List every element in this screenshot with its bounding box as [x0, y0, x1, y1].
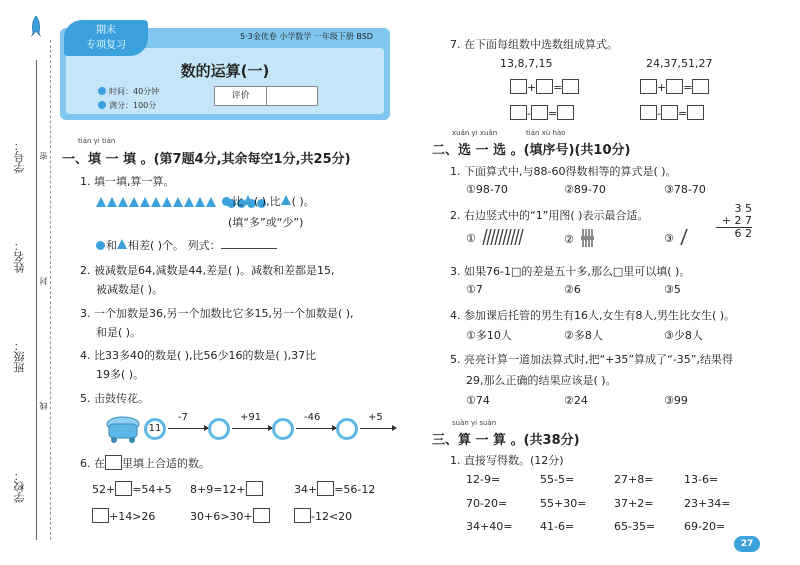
s2q2-opt2[interactable]: ② — [564, 227, 599, 249]
q5-text: 5. 击鼓传花。 — [80, 392, 149, 405]
clock-icon — [98, 87, 106, 95]
chain-op-1: -7 — [178, 412, 188, 423]
q3-line1: 3. 一个加数是36,另一个加数比它多15,另一个加数是( ), — [80, 307, 354, 320]
answer-box[interactable] — [666, 79, 683, 94]
full-score-text: 满分：100分 — [109, 101, 157, 110]
s2q5-line2: 29,那么正确的结果应该是( )。 — [466, 374, 617, 387]
page-title: 数的运算(一) — [180, 62, 270, 80]
seal-feng: 封 — [39, 277, 48, 285]
s2q5-line1: 5. 亮亮计算一道加法算式时,把“+35”算成了“-35”,结果得 — [450, 353, 733, 366]
arrow-icon — [360, 428, 396, 429]
s2q1-opt2[interactable]: ②89-70 — [564, 183, 606, 196]
chain-op-4: +5 — [368, 412, 383, 423]
calc-item[interactable]: 41-6= — [540, 520, 575, 533]
s2q5-opt2[interactable]: ②24 — [564, 394, 588, 407]
q7-set2: 24,37,51,27 — [646, 57, 713, 70]
answer-box[interactable] — [557, 105, 574, 120]
answer-box[interactable] — [317, 481, 334, 496]
student-number-label: 学号： — [13, 140, 26, 173]
q1-answer-2[interactable]: ( ) — [291, 195, 304, 208]
triangle-icon — [243, 195, 253, 205]
triangle-icon — [140, 197, 150, 207]
s2q1-text: 1. 下面算式中,与88-60得数相等的算式是( )。 — [450, 165, 677, 178]
answer-box[interactable] — [294, 508, 311, 523]
s2q3-opt2[interactable]: ②6 — [564, 283, 581, 296]
s2q3-opt1[interactable]: ①7 — [466, 283, 483, 296]
s2q1-opt1[interactable]: ①98-70 — [466, 183, 508, 196]
review-badge — [64, 20, 148, 56]
seal-xian: 线 — [39, 402, 48, 410]
q6-r1c3: 34+ =56-12 — [294, 483, 376, 496]
section3-pinyin: suàn yi suàn — [452, 419, 497, 427]
section1-pinyin: tián yi tián — [78, 137, 116, 145]
circle-icon — [96, 241, 105, 250]
q6-r1c1: 52+ =54+5 — [92, 483, 172, 496]
answer-box[interactable] — [562, 79, 579, 94]
answer-box[interactable] — [687, 105, 704, 120]
q4-line2: 19多( )。 — [96, 368, 145, 381]
answer-box[interactable] — [253, 508, 270, 523]
badge-line2: 专项复习 — [86, 40, 126, 51]
evaluation-box[interactable] — [214, 86, 318, 106]
single-stick-icon — [677, 227, 691, 247]
chain-op-3: -46 — [304, 412, 321, 423]
answer-box[interactable] — [692, 79, 709, 94]
drum-chain — [104, 414, 394, 444]
answer-box[interactable] — [510, 79, 527, 94]
s2q2-opt1[interactable]: ① — [466, 227, 527, 247]
chain-op-2: +91 — [240, 412, 262, 423]
q7-text: 7. 在下面每组数中选数组成算式。 — [450, 38, 618, 51]
cut-line — [50, 40, 51, 540]
calc-item[interactable]: 65-35= — [614, 520, 656, 533]
score-icon — [98, 101, 106, 109]
answer-box[interactable] — [246, 481, 263, 496]
q4-line1: 4. 比33多40的数是( ),比56少16的数是( ),37比 — [80, 349, 317, 362]
chain-start: 11 — [144, 418, 166, 440]
section1-title: 一、填 一 填 。(第7题4分,其余每空1分,共25分) — [62, 152, 351, 167]
calc-item[interactable]: 23+34= — [684, 497, 731, 510]
q1-difference: 和 相差( )个。 列式： — [96, 237, 277, 253]
s2q2-text: 2. 右边竖式中的“1”用图( )表示最合适。 — [450, 209, 649, 222]
q7-row1-left: + = — [510, 79, 579, 94]
chain-blank-1[interactable] — [208, 418, 230, 440]
q6-text: 6. 在 里填上合适的数。 — [80, 457, 210, 470]
s2q4-text: 4. 参加课后托管的男生有16人,女生有8人,男生比女生( )。 — [450, 309, 736, 322]
q7-row2-right: - = — [640, 105, 704, 120]
q1-hint: (填“多”或“少”) — [228, 216, 304, 229]
seal-mi: 密 — [39, 152, 48, 160]
triangle-icon — [195, 197, 205, 207]
triangle-icon — [118, 197, 128, 207]
q7-row2-left: - = — [510, 105, 574, 120]
calc-item[interactable]: 70-20= — [466, 497, 508, 510]
q6-r2c3: -12<20 — [294, 508, 352, 523]
s2q5-opt3[interactable]: ③99 — [664, 394, 688, 407]
arrow-icon — [296, 428, 336, 429]
binding-line — [36, 60, 37, 540]
section3-title: 三、算 一 算 。(共38分) — [432, 433, 580, 448]
section2-pinyin-1: xuǎn yi xuǎn — [452, 129, 498, 137]
calc-item[interactable]: 55+30= — [540, 497, 587, 510]
badge-line1: 期末 — [96, 25, 116, 36]
q6-r2c1: +14>26 — [92, 508, 155, 523]
q2-line2: 被减数是( )。 — [96, 283, 164, 296]
chain-blank-3[interactable] — [336, 418, 358, 440]
ten-sticks-icon — [479, 227, 527, 247]
score-info — [98, 100, 156, 111]
answer-box[interactable] — [640, 79, 657, 94]
triangle-icon — [173, 197, 183, 207]
s2q3-text: 3. 如果76-1□的差是五十多,那么□里可以填( )。 — [450, 265, 691, 278]
answer-box[interactable] — [510, 105, 527, 120]
answer-box[interactable] — [115, 481, 132, 496]
triangle-icon — [107, 197, 117, 207]
q1-text: 1. 填一填,算一算。 — [80, 175, 175, 188]
triangle-icon — [96, 197, 106, 207]
triangle-icon — [151, 197, 161, 207]
calc-item[interactable]: 34+40= — [466, 520, 513, 533]
arrow-icon — [168, 428, 208, 429]
section2-pinyin-2: tián xù hào — [526, 129, 566, 137]
answer-box[interactable] — [661, 105, 678, 120]
q3-line2: 和是( )。 — [96, 326, 142, 339]
calc-item[interactable]: 27+8= — [614, 473, 654, 486]
equation-blank[interactable] — [221, 239, 277, 249]
s2q4-opt2[interactable]: ②多8人 — [564, 329, 603, 342]
s2q1-opt3[interactable]: ③78-70 — [664, 183, 706, 196]
q1-answer-1[interactable]: ( ) — [254, 195, 267, 208]
calc-item[interactable]: 37+2= — [614, 497, 654, 510]
triangle-icon — [206, 197, 216, 207]
calc-item[interactable]: 12-9= — [466, 473, 501, 486]
triangle-icon — [117, 239, 127, 249]
binding-margin — [0, 0, 58, 565]
series-label: 5·3金优卷 小学数学 一年级下册 BSD — [240, 32, 373, 41]
drum-robot-icon — [104, 414, 142, 444]
circle-icon — [222, 197, 231, 206]
triangle-icon — [184, 197, 194, 207]
answer-box[interactable] — [536, 79, 553, 94]
stick-bundle-icon — [577, 227, 599, 249]
s3q1-text: 1. 直接写得数。(12分) — [450, 454, 564, 467]
q7-set1: 13,8,7,15 — [500, 57, 553, 70]
q1-compare: 比 ( ),比 ( )。 — [222, 193, 315, 209]
arrow-icon — [232, 428, 272, 429]
student-name-label: 姓名： — [13, 240, 26, 273]
rocket-icon — [30, 16, 42, 38]
blank-box-icon — [105, 455, 122, 470]
calc-item[interactable]: 69-20= — [684, 520, 726, 533]
s2q4-opt3[interactable]: ③少8人 — [664, 329, 703, 342]
calc-item[interactable]: 13-6= — [684, 473, 719, 486]
q7-row1-right: + = — [640, 79, 709, 94]
answer-box[interactable] — [531, 105, 548, 120]
q6-r2c2: 30+6>30+ — [190, 508, 270, 523]
triangle-icon — [281, 195, 291, 205]
class-label: 班级： — [13, 340, 26, 373]
q6-r1c2: 8+9=12+ — [190, 481, 263, 496]
school-label: 学校： — [13, 470, 26, 503]
section2-title: 二、选 一 选 。(填序号)(共10分) — [432, 143, 631, 158]
answer-box[interactable] — [640, 105, 657, 120]
s2q3-opt3[interactable]: ③5 — [664, 283, 681, 296]
time-text: 时间：40分钟 — [109, 87, 160, 96]
vertical-addition: 3 5 + 2 7 6 2 — [716, 203, 752, 240]
answer-box[interactable] — [92, 508, 109, 523]
page-number: 27 — [734, 536, 760, 552]
calc-item[interactable]: 55-5= — [540, 473, 575, 486]
chain-blank-2[interactable] — [272, 418, 294, 440]
triangle-icon — [162, 197, 172, 207]
evaluation-label: 评价 — [215, 87, 267, 105]
s2q5-opt1[interactable]: ①74 — [466, 394, 490, 407]
s2q2-opt3[interactable]: ③ — [664, 227, 691, 247]
time-info — [98, 86, 159, 97]
s2q4-opt1[interactable]: ①多10人 — [466, 329, 512, 342]
triangle-icon — [129, 197, 139, 207]
q2-line1: 2. 被减数是64,减数是44,差是( )。减数和差都是15, — [80, 264, 335, 277]
